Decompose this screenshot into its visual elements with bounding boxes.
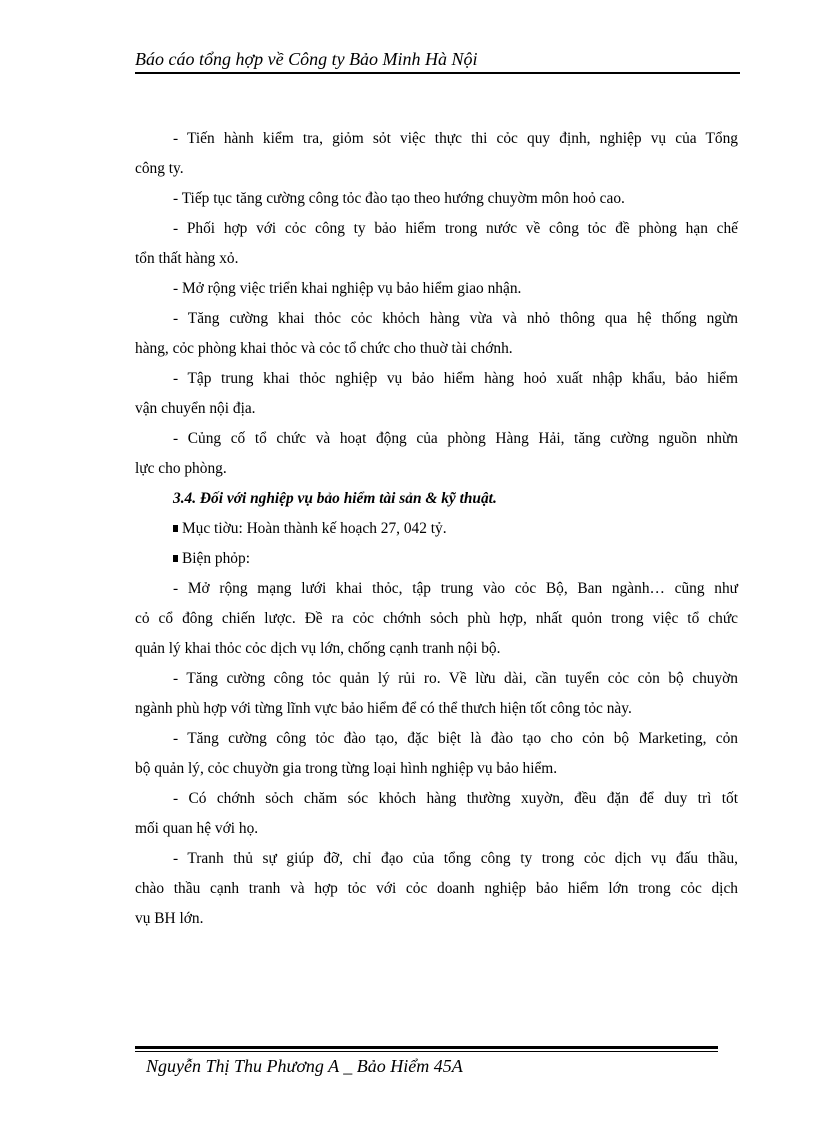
page-header (135, 48, 740, 74)
text-line: quản lý khai thỏc cỏc dịch vụ lớn, chống cạnh tranh nội bộ. (135, 640, 501, 657)
text-line: tổn thất hàng xỏ. (135, 250, 239, 267)
bullet-text: Biện phỏp: (182, 550, 250, 567)
text-line: vận chuyển nội địa. (135, 400, 256, 417)
text-line: - Tiến hành kiểm tra, giỏm sỏt việc thực thi cỏc quy định, nghiệp vụ của Tổng (173, 130, 738, 147)
header-title: Báo cáo tổng hợp về Công ty Bảo Minh Hà Nội (135, 49, 478, 69)
bullet-square-icon (173, 525, 178, 532)
text-line: - Mở rộng việc triển khai nghiệp vụ bảo hiểm giao nhận. (173, 280, 522, 297)
bullet-item (173, 547, 250, 571)
text-line: - Có chớnh sỏch chăm sóc khỏch hàng thường xuyờn, đều đặn để duy trì tốt (173, 790, 738, 807)
text-line: - Mở rộng mạng lưới khai thỏc, tập trung vào cỏc Bộ, Ban ngành… cũng như (173, 580, 738, 597)
text-line: - Tăng cường công tỏc đào tạo, đặc biệt là đào tạo cho cỏn bộ Marketing, cỏn (173, 730, 738, 747)
text-line: bộ quản lý, cỏc chuyờn gia trong từng loại hình nghiệp vụ bảo hiểm. (135, 760, 558, 777)
text-line: chào thầu cạnh tranh và hợp tỏc với cỏc doanh nghiệp bảo hiểm lớn trong cỏc dịch (135, 880, 738, 897)
text-line: - Tiếp tục tăng cường công tỏc đào tạo theo hướng chuyờm môn hoỏ cao. (173, 190, 625, 207)
bullet-text: Mục tiờu: Hoàn thành kế hoạch 27, 042 tỷ. (182, 520, 447, 537)
text-line: vụ BH lớn. (135, 910, 204, 927)
bullet-item (173, 517, 447, 541)
text-line: - Tập trung khai thỏc nghiệp vụ bảo hiểm hàng hoỏ xuất nhập khẩu, bảo hiểm (173, 370, 738, 387)
text-line: - Tranh thủ sự giúp đỡ, chỉ đạo của tổng công ty trong cỏc dịch vụ đấu thầu, (173, 850, 738, 867)
text-line: - Tăng cường khai thỏc cỏc khỏch hàng vừa và nhỏ thông qua hệ thống ngừn (173, 310, 738, 327)
text-line: hàng, cỏc phòng khai thỏc và cỏc tổ chức cho thuờ tài chớnh. (135, 340, 513, 357)
text-line: - Tăng cường công tỏc quản lý rủi ro. Về lừu dài, cần tuyển cỏc cỏn bộ chuyờn (173, 670, 738, 687)
text-line: mối quan hệ với họ. (135, 820, 259, 837)
text-line: - Củng cố tổ chức và hoạt động của phòng Hàng Hải, tăng cường nguồn nhừn (173, 430, 738, 447)
text-line: công ty. (135, 160, 184, 177)
text-line: - Phối hợp với cỏc công ty bảo hiểm trong nước về công tỏc đề phòng hạn chế (173, 220, 738, 237)
text-line: ngành phù hợp với từng lĩnh vực bảo hiểm để có thể thưch hiện tốt công tỏc này. (135, 700, 632, 717)
text-line: cỏ cổ đông chiến lược. Đề ra cỏc chớnh sỏch phù hợp, nhất quỏn trong việc tổ chức (135, 610, 738, 627)
section-heading: 3.4. Đối với nghiệp vụ bảo hiểm tài sản & kỹ thuật. (173, 490, 497, 507)
bullet-square-icon (173, 555, 178, 562)
text-line: lực cho phòng. (135, 460, 227, 477)
footer-author: Nguyễn Thị Thu Phương A _ Bảo Hiểm 45A (146, 1056, 463, 1076)
